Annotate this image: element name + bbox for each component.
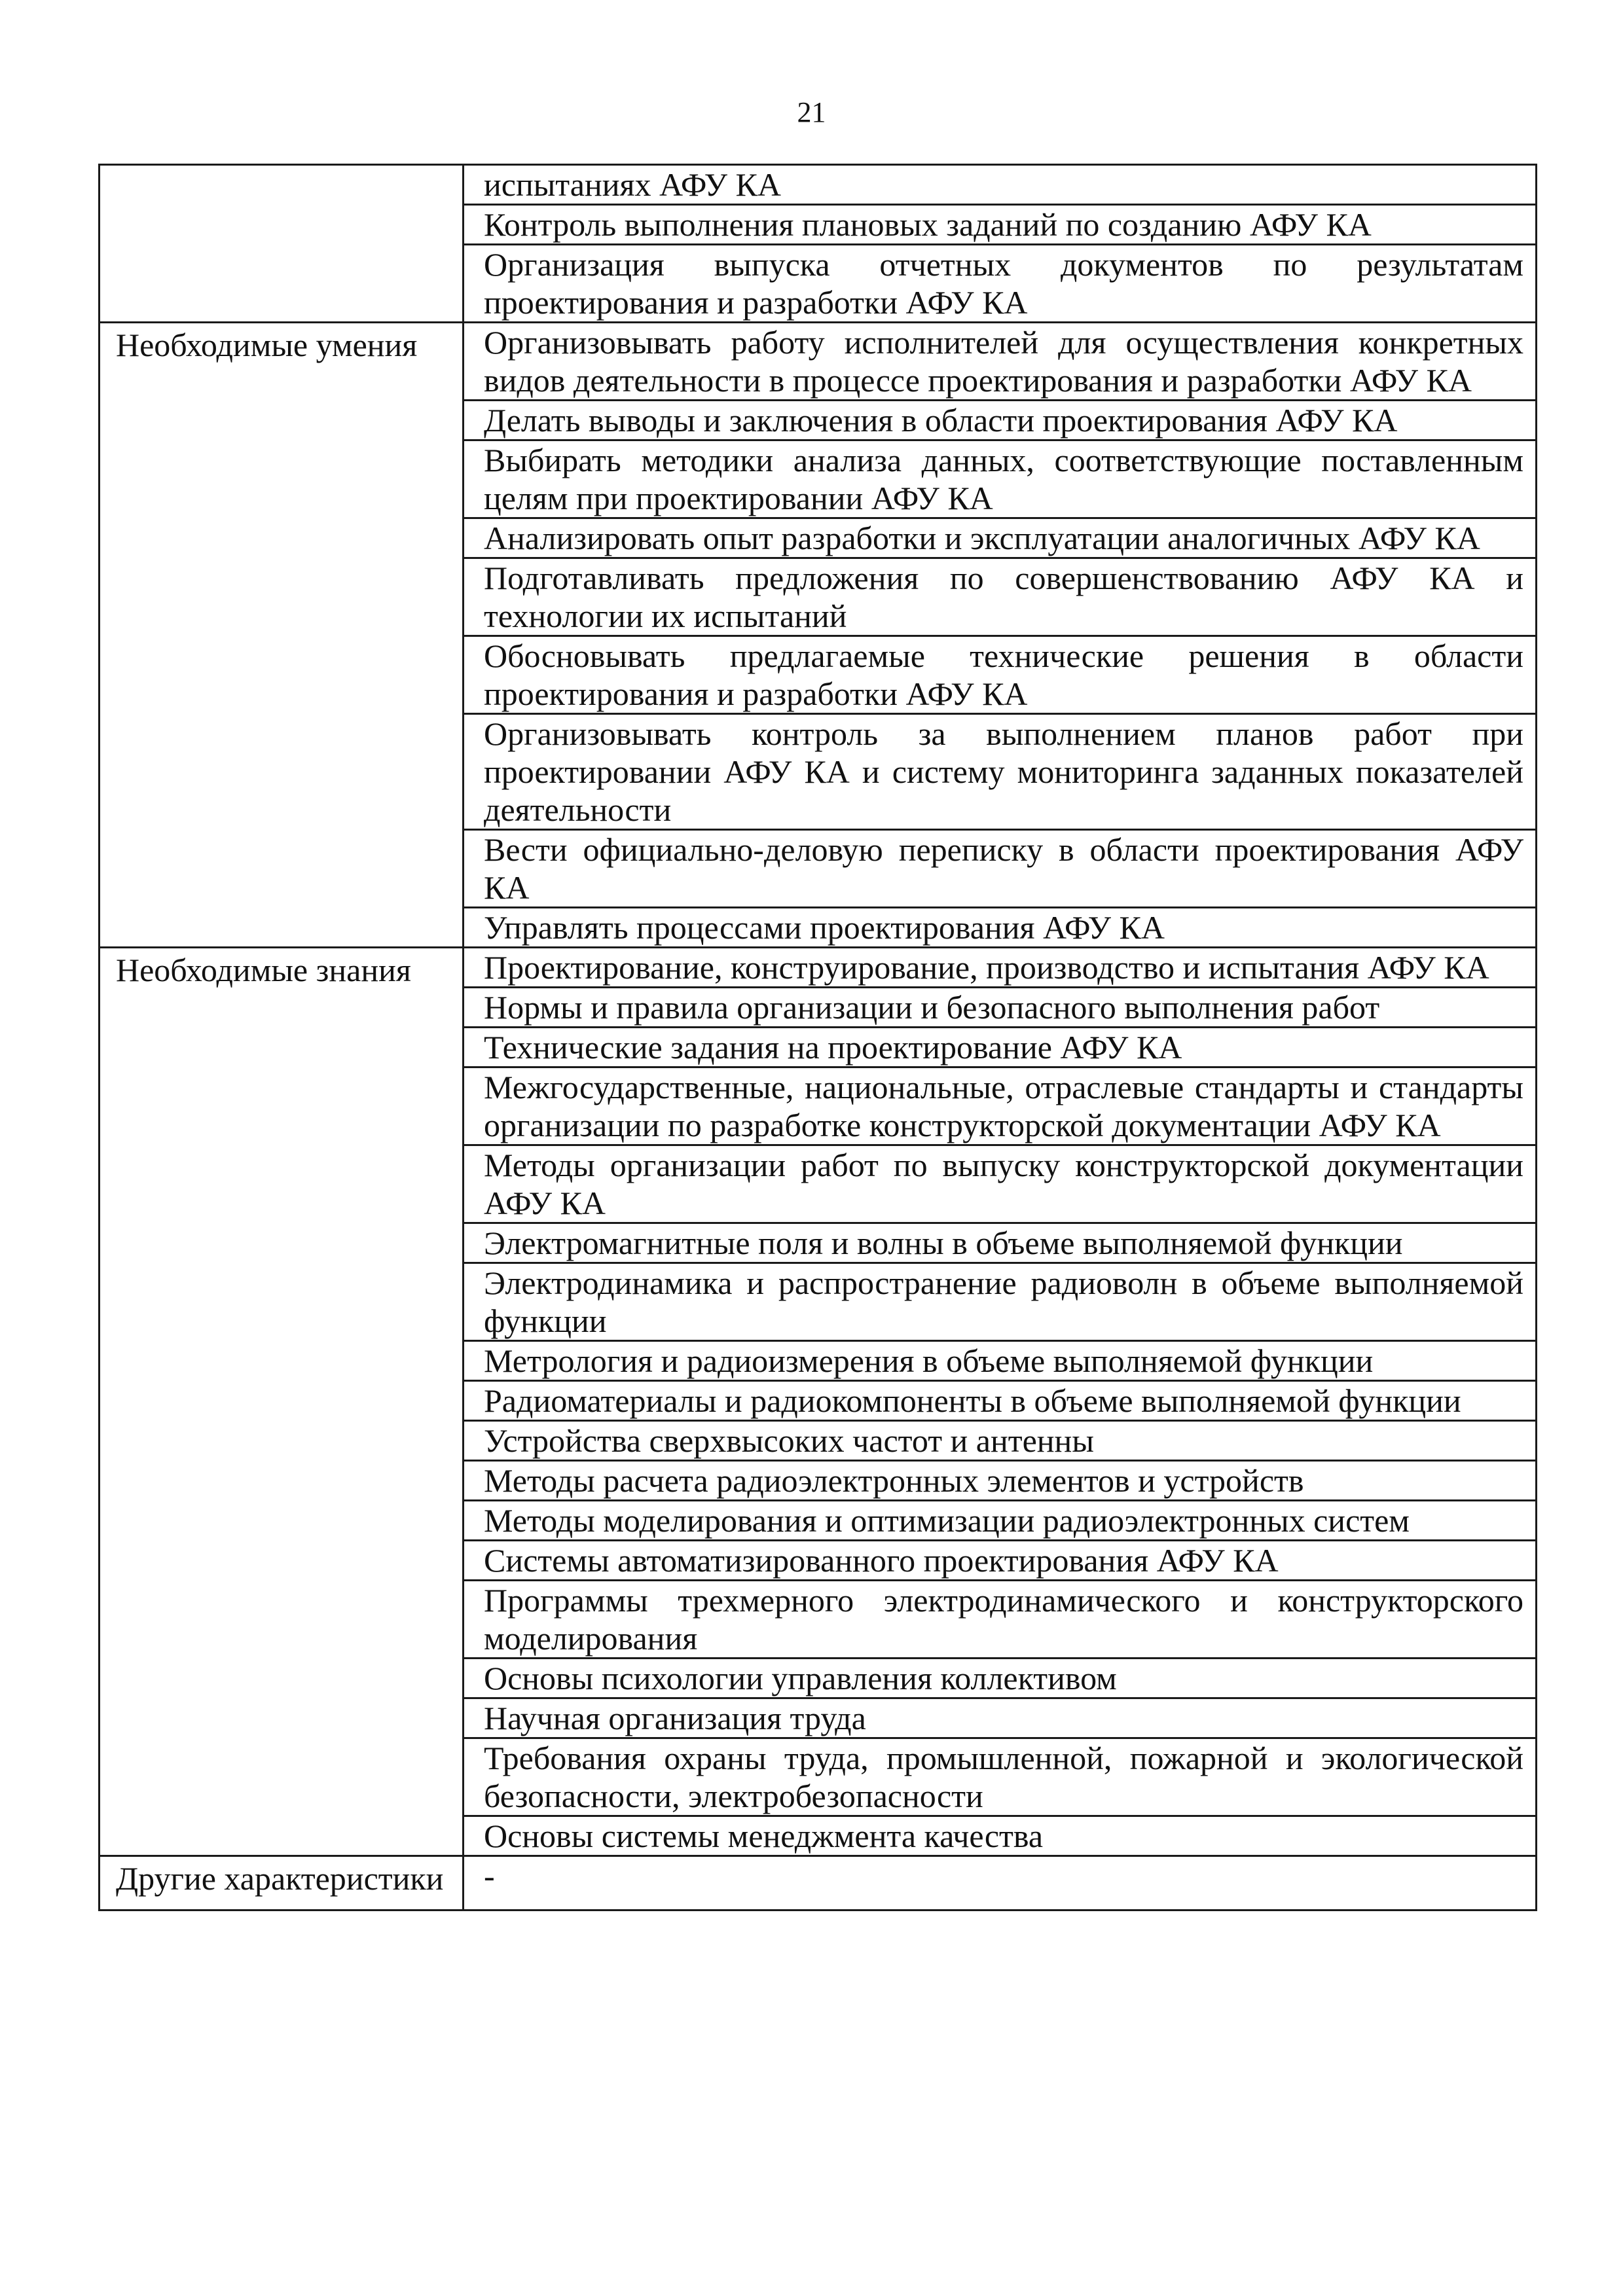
section-item: -	[464, 1856, 1537, 1910]
section-item: Организация выпуска отчетных документов по результатам проектирования и разработки АФУ КА	[464, 245, 1537, 323]
section-item: Управлять процессами проектирования АФУ КА	[464, 908, 1537, 948]
section-item: Анализировать опыт разработки и эксплуатации аналогичных АФУ КА	[464, 518, 1537, 558]
section-item: Проектирование, конструирование, производство и испытания АФУ КА	[464, 948, 1537, 988]
section-item: Основы системы менеджмента качества	[464, 1816, 1537, 1856]
section-item: Устройства сверхвысоких частот и антенны	[464, 1421, 1537, 1461]
table-row	[100, 948, 1537, 988]
section-item: Радиоматериалы и радиокомпоненты в объеме выполняемой функции	[464, 1381, 1537, 1421]
section-item: Требования охраны труда, промышленной, пожарной и экологической безопасности, электробезопасности	[464, 1738, 1537, 1816]
section-item: Методы расчета радиоэлектронных элементов и устройств	[464, 1461, 1537, 1501]
section-item: Электромагнитные поля и волны в объеме выполняемой функции	[464, 1223, 1537, 1263]
section-item: Выбирать методики анализа данных, соответствующие поставленным целям при проектировании АФУ КА	[464, 440, 1537, 518]
section-item: Нормы и правила организации и безопасного выполнения работ	[464, 988, 1537, 1028]
section-item: Контроль выполнения плановых заданий по созданию АФУ КА	[464, 205, 1537, 245]
section-label	[100, 165, 464, 323]
section-item: Основы психологии управления коллективом	[464, 1659, 1537, 1698]
section-item: Научная организация труда	[464, 1698, 1537, 1738]
section-item: Методы организации работ по выпуску конструкторской документации АФУ КА	[464, 1145, 1537, 1223]
section-item: Вести официально-деловую переписку в области проектирования АФУ КА	[464, 830, 1537, 908]
section-item: Межгосударственные, национальные, отраслевые стандарты и стандарты организации по разработке конструкторской документации АФУ КА	[464, 1067, 1537, 1145]
section-item: Программы трехмерного электродинамического и конструкторского моделирования	[464, 1581, 1537, 1659]
section-item: Технические задания на проектирование АФУ КА	[464, 1028, 1537, 1067]
section-label: Необходимые знания	[100, 948, 464, 1856]
section-item: Организовывать контроль за выполнением планов работ при проектировании АФУ КА и систему мониторинга заданных показателей деятельности	[464, 714, 1537, 830]
section-item: Делать выводы и заключения в области проектирования АФУ КА	[464, 401, 1537, 440]
requirements-table	[98, 164, 1537, 1911]
section-item: испытаниях АФУ КА	[464, 165, 1537, 205]
section-label: Другие характеристики	[100, 1856, 464, 1910]
page-number: 21	[797, 96, 826, 128]
section-item: Метрология и радиоизмерения в объеме выполняемой функции	[464, 1341, 1537, 1381]
section-item: Обосновывать предлагаемые технические решения в области проектирования и разработки АФУ КА	[464, 636, 1537, 714]
table-row	[100, 1856, 1537, 1910]
section-item: Организовывать работу исполнителей для осуществления конкретных видов деятельности в процессе проектирования и разработки АФУ КА	[464, 323, 1537, 401]
section-label: Необходимые умения	[100, 323, 464, 948]
section-item: Методы моделирования и оптимизации радиоэлектронных систем	[464, 1501, 1537, 1541]
section-item: Системы автоматизированного проектирования АФУ КА	[464, 1541, 1537, 1581]
table-row	[100, 323, 1537, 401]
section-item: Подготавливать предложения по совершенствованию АФУ КА и технологии их испытаний	[464, 558, 1537, 636]
table-row	[100, 165, 1537, 205]
section-item: Электродинамика и распространение радиоволн в объеме выполняемой функции	[464, 1263, 1537, 1341]
requirements-table-body	[100, 165, 1537, 1910]
